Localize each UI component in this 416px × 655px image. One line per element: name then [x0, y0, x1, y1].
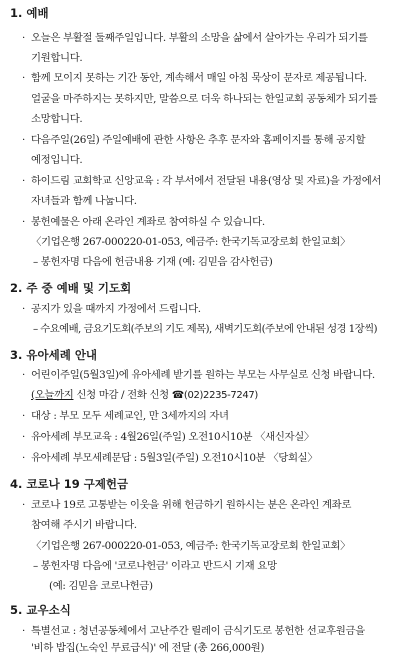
- text-line: 참여해 주시기 바랍니다.: [31, 519, 137, 531]
- text-line: (예: 김믿음 코로나헌금): [49, 580, 153, 592]
- section-title-member-news: 5. 교우소식: [10, 603, 71, 617]
- section-title-worship: 1. 예배: [10, 6, 49, 20]
- text-line: – 수요예배, 금요기도회(주보의 기도 제목), 새벽기도회(주보에 안내된 성경 1장씩): [33, 323, 378, 335]
- bullet: ·: [22, 452, 26, 464]
- text-line: 함께 모이지 못하는 기간 동안, 계속해서 매일 아침 묵상이 문자로 제공됩니다.: [31, 72, 367, 84]
- text-line: 소망합니다.: [31, 113, 83, 125]
- text-line: 다음주일(26일) 주일예배에 관한 사항은 추후 문자와 홈페이지를 통해 공지할: [31, 134, 366, 146]
- bullet: ·: [22, 32, 26, 44]
- bullet: ·: [22, 410, 26, 422]
- text-line: – 봉헌자명 다음에 헌금내용 기재 (예: 김믿음 감사헌금): [33, 256, 273, 268]
- text-line: 특별선교 : 청년공동체에서 고난주간 릴레이 금식기도로 봉헌한 선교후원금을: [31, 625, 365, 637]
- text-line: 오늘은 부활절 둘째주일입니다. 부활의 소망을 삶에서 살아가는 우리가 되기를: [31, 32, 368, 44]
- text-line: [31, 388, 258, 403]
- text-line: 얼굴을 마주하지는 못하지만, 말씀으로 더욱 하나되는 한일교회 공동체가 되기를: [31, 93, 378, 105]
- text-line: 공지가 있을 때까지 가정에서 드립니다.: [31, 303, 201, 315]
- section-title-weekday-worship: 2. 주 중 예배 및 기도회: [10, 281, 132, 295]
- text-line: 봉헌예물은 아래 온라인 계좌로 참여하실 수 있습니다.: [31, 216, 265, 228]
- account-info: 〈기업은행 267-000220-01-053, 예금주: 한국기독교장로회 한일교회〉: [31, 540, 351, 552]
- bullet: ·: [22, 369, 26, 381]
- bullet: ·: [22, 625, 26, 637]
- text-line: 코로나 19로 고통받는 이웃을 위해 헌금하기 원하시는 분은 온라인 계좌로: [31, 499, 352, 511]
- text-line: 어린이주일(5월3일)에 유아세례 받기를 원하는 부모는 사무실로 신청 바랍니다.: [31, 369, 375, 381]
- text-line: 예정입니다.: [31, 154, 83, 166]
- text-line: 대상 : 부모 모두 세례교인, 만 3세까지의 자녀: [31, 410, 229, 422]
- section-title-covid-relief: 4. 코로나 19 구제헌금: [10, 477, 129, 491]
- text-line: 하이드림 교회학교 신앙교육 : 각 부서에서 전달된 내용(영상 및 자료)을 가정에서: [31, 175, 382, 187]
- section-title-infant-baptism: 3. 유아세례 안내: [10, 348, 98, 362]
- bullet: ·: [22, 134, 26, 146]
- text-line: 유아세례 부모세례문답 : 5월3일(주일) 오전10시10분 〈당회실〉: [31, 452, 318, 464]
- text-span: 신청 마감 / 전화 신청: [73, 389, 172, 401]
- bullet: ·: [22, 431, 26, 443]
- text-line: 자녀들과 함께 나눕니다.: [31, 195, 137, 207]
- bullet: ·: [22, 175, 26, 187]
- text-line: – 봉헌자명 다음에 '코로나헌금' 이라고 반드시 기재 요망: [33, 560, 277, 572]
- deadline-underlined: (오늘까지: [31, 389, 74, 401]
- text-line: '비하 밥집(노숙인 무료급식)' 에 전달 (총 266,000원): [31, 642, 265, 654]
- account-info: 〈기업은행 267-000220-01-053, 예금주: 한국기독교장로회 한일교회〉: [31, 236, 351, 248]
- bullet: ·: [22, 303, 26, 315]
- phone-number: ☎(02)2235-7247): [171, 390, 258, 401]
- bullet: ·: [22, 216, 26, 228]
- bullet: ·: [22, 72, 26, 84]
- bullet: ·: [22, 499, 26, 511]
- text-line: 유아세례 부모교육 : 4월26일(주일) 오전10시10분 〈새신자실〉: [31, 431, 314, 443]
- text-line: 기원합니다.: [31, 52, 83, 64]
